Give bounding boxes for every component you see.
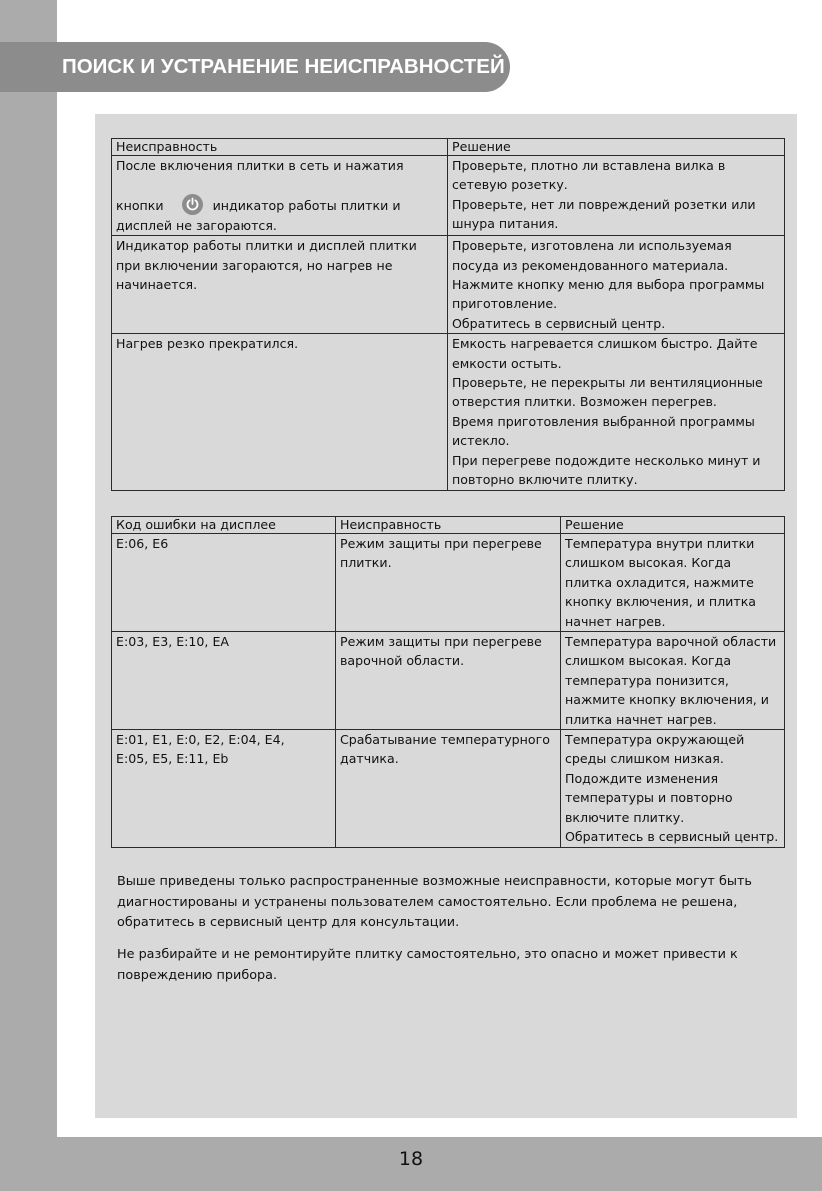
solution-cell — [561, 730, 785, 847]
problem-cell — [112, 156, 448, 236]
solution-line: Проверьте, не перекрыты ли вентиляционные — [452, 375, 763, 391]
left-margin-strip — [0, 0, 57, 1191]
power-icon — [182, 194, 203, 215]
problem-line: Режим защиты при перегреве — [340, 634, 542, 650]
header-solution: Решение — [448, 139, 785, 156]
problem-line: датчика. — [340, 751, 399, 767]
problem-cell — [112, 334, 448, 490]
solution-line: шнура питания. — [452, 216, 559, 232]
solution-line: Температура внутри плитки — [565, 536, 755, 551]
error-code-cell — [112, 730, 336, 847]
code-line: E:01, E1, E:0, E2, E:04, E4, — [116, 732, 285, 748]
header-problem: Неисправность — [336, 517, 561, 534]
solution-line: посуда из рекомендованного материала. — [452, 257, 729, 273]
problem-text: индикатор работы плитки и — [212, 198, 401, 214]
solution-line: Проверьте, изготовлена ли используемая — [452, 238, 732, 254]
solution-cell — [448, 156, 785, 236]
solution-line: среды слишком низкая. — [565, 751, 724, 767]
solution-line: Время приготовления выбранной программы — [452, 413, 755, 429]
solution-line: температуры и повторно — [565, 790, 733, 806]
note-line: диагностированы и устранены пользователем самостоятельно. Если проблема не решена, — [117, 894, 738, 910]
problem-line: Срабатывание температурного — [340, 732, 550, 748]
problem-line: Индикатор работы плитки и дисплей плитки — [116, 238, 417, 254]
solution-line: температура понизится, — [565, 672, 729, 688]
solution-line: кнопку включения, и плитка — [565, 594, 757, 610]
section-title-bar — [0, 42, 510, 92]
solution-line: Нажмите кнопку меню для выбора программы — [452, 277, 765, 293]
error-codes-table — [111, 516, 785, 848]
solution-line: включите плитку. — [565, 809, 685, 825]
table-row — [112, 534, 785, 632]
table-row — [112, 334, 785, 490]
solution-line: Проверьте, плотно ли вставлена вилка в — [452, 158, 726, 173]
solution-cell — [448, 334, 785, 490]
solution-line: Обратитесь в сервисный центр. — [452, 315, 666, 331]
code-line: E:06, E6 — [116, 536, 169, 551]
note-common-issues — [117, 872, 777, 934]
problem-cell — [336, 534, 561, 632]
solution-line: сетевую розетку. — [452, 177, 568, 193]
solution-line: Температура окружающей — [565, 732, 745, 748]
solution-line: плитка начнет нагрев. — [565, 711, 717, 727]
note-line: Не разбирайте и не ремонтируйте плитку самостоятельно, это опасно и может привести к — [117, 947, 738, 962]
solution-line: истекло. — [452, 433, 510, 449]
page-number: 18 — [398, 1148, 424, 1170]
solution-line: Подождите изменения — [565, 770, 719, 786]
code-line: E:05, E5, E:11, Eb — [116, 751, 229, 767]
solution-line: емкости остыть. — [452, 355, 562, 371]
note-line: обратитесь в сервисный центр для консультации. — [117, 915, 460, 930]
problem-line: Режим защиты при перегреве — [340, 536, 542, 551]
problem-line-with-icon — [116, 194, 443, 215]
error-code-cell — [112, 632, 336, 730]
problem-line: варочной области. — [340, 653, 465, 669]
table-header-row — [112, 517, 785, 534]
solution-line: Проверьте, нет ли повреждений розетки или — [452, 196, 756, 212]
solution-line: начнет нагрев. — [565, 613, 666, 629]
problem-cell — [112, 236, 448, 334]
solution-line: слишком высокая. Когда — [565, 653, 732, 669]
troubleshooting-table — [111, 138, 785, 491]
note-warning — [117, 945, 777, 986]
solution-line: При перегреве подождите несколько минут и — [452, 452, 761, 468]
table-row — [112, 632, 785, 730]
problem-line: плитки. — [340, 555, 392, 571]
solution-line: приготовление. — [452, 296, 558, 312]
solution-line: нажмите кнопку включения, и — [565, 692, 769, 708]
solution-line: слишком высокая. Когда — [565, 555, 732, 571]
solution-line: плитка охладится, нажмите — [565, 574, 754, 590]
header-problem: Неисправность — [112, 139, 448, 156]
solution-cell — [561, 534, 785, 632]
problem-cell — [336, 632, 561, 730]
error-code-cell — [112, 534, 336, 632]
solution-line: Обратитесь в сервисный центр. — [565, 829, 779, 845]
solution-cell — [448, 236, 785, 334]
table-row — [112, 730, 785, 847]
header-error-code: Код ошибки на дисплее — [112, 517, 336, 534]
problem-line: начинается. — [116, 277, 198, 293]
problem-text: кнопки — [116, 198, 164, 214]
solution-line: Емкость нагревается слишком быстро. Дайте — [452, 336, 758, 352]
code-line: E:03, E3, E:10, EA — [116, 634, 230, 650]
page-title: ПОИСК И УСТРАНЕНИЕ НЕИСПРАВНОСТЕЙ — [62, 55, 505, 78]
problem-cell — [336, 730, 561, 847]
table-row — [112, 236, 785, 334]
problem-line: дисплей не загораются. — [116, 217, 277, 233]
note-line: повреждению прибора. — [117, 967, 278, 983]
header-solution: Решение — [561, 517, 785, 534]
solution-line: повторно включите плитку. — [452, 472, 638, 488]
problem-line: После включения плитки в сеть и нажатия — [116, 158, 404, 173]
table-row — [112, 156, 785, 236]
solution-line: отверстия плитки. Возможен перегрев. — [452, 394, 717, 410]
note-line: Выше приведены только распространенные возможные неисправности, которые могут быть — [117, 874, 752, 889]
problem-line: при включении загораются, но нагрев не — [116, 257, 393, 273]
problem-line: Нагрев резко прекратился. — [116, 336, 299, 352]
table-header-row — [112, 139, 785, 156]
solution-line: Температура варочной области — [565, 634, 777, 650]
solution-cell — [561, 632, 785, 730]
